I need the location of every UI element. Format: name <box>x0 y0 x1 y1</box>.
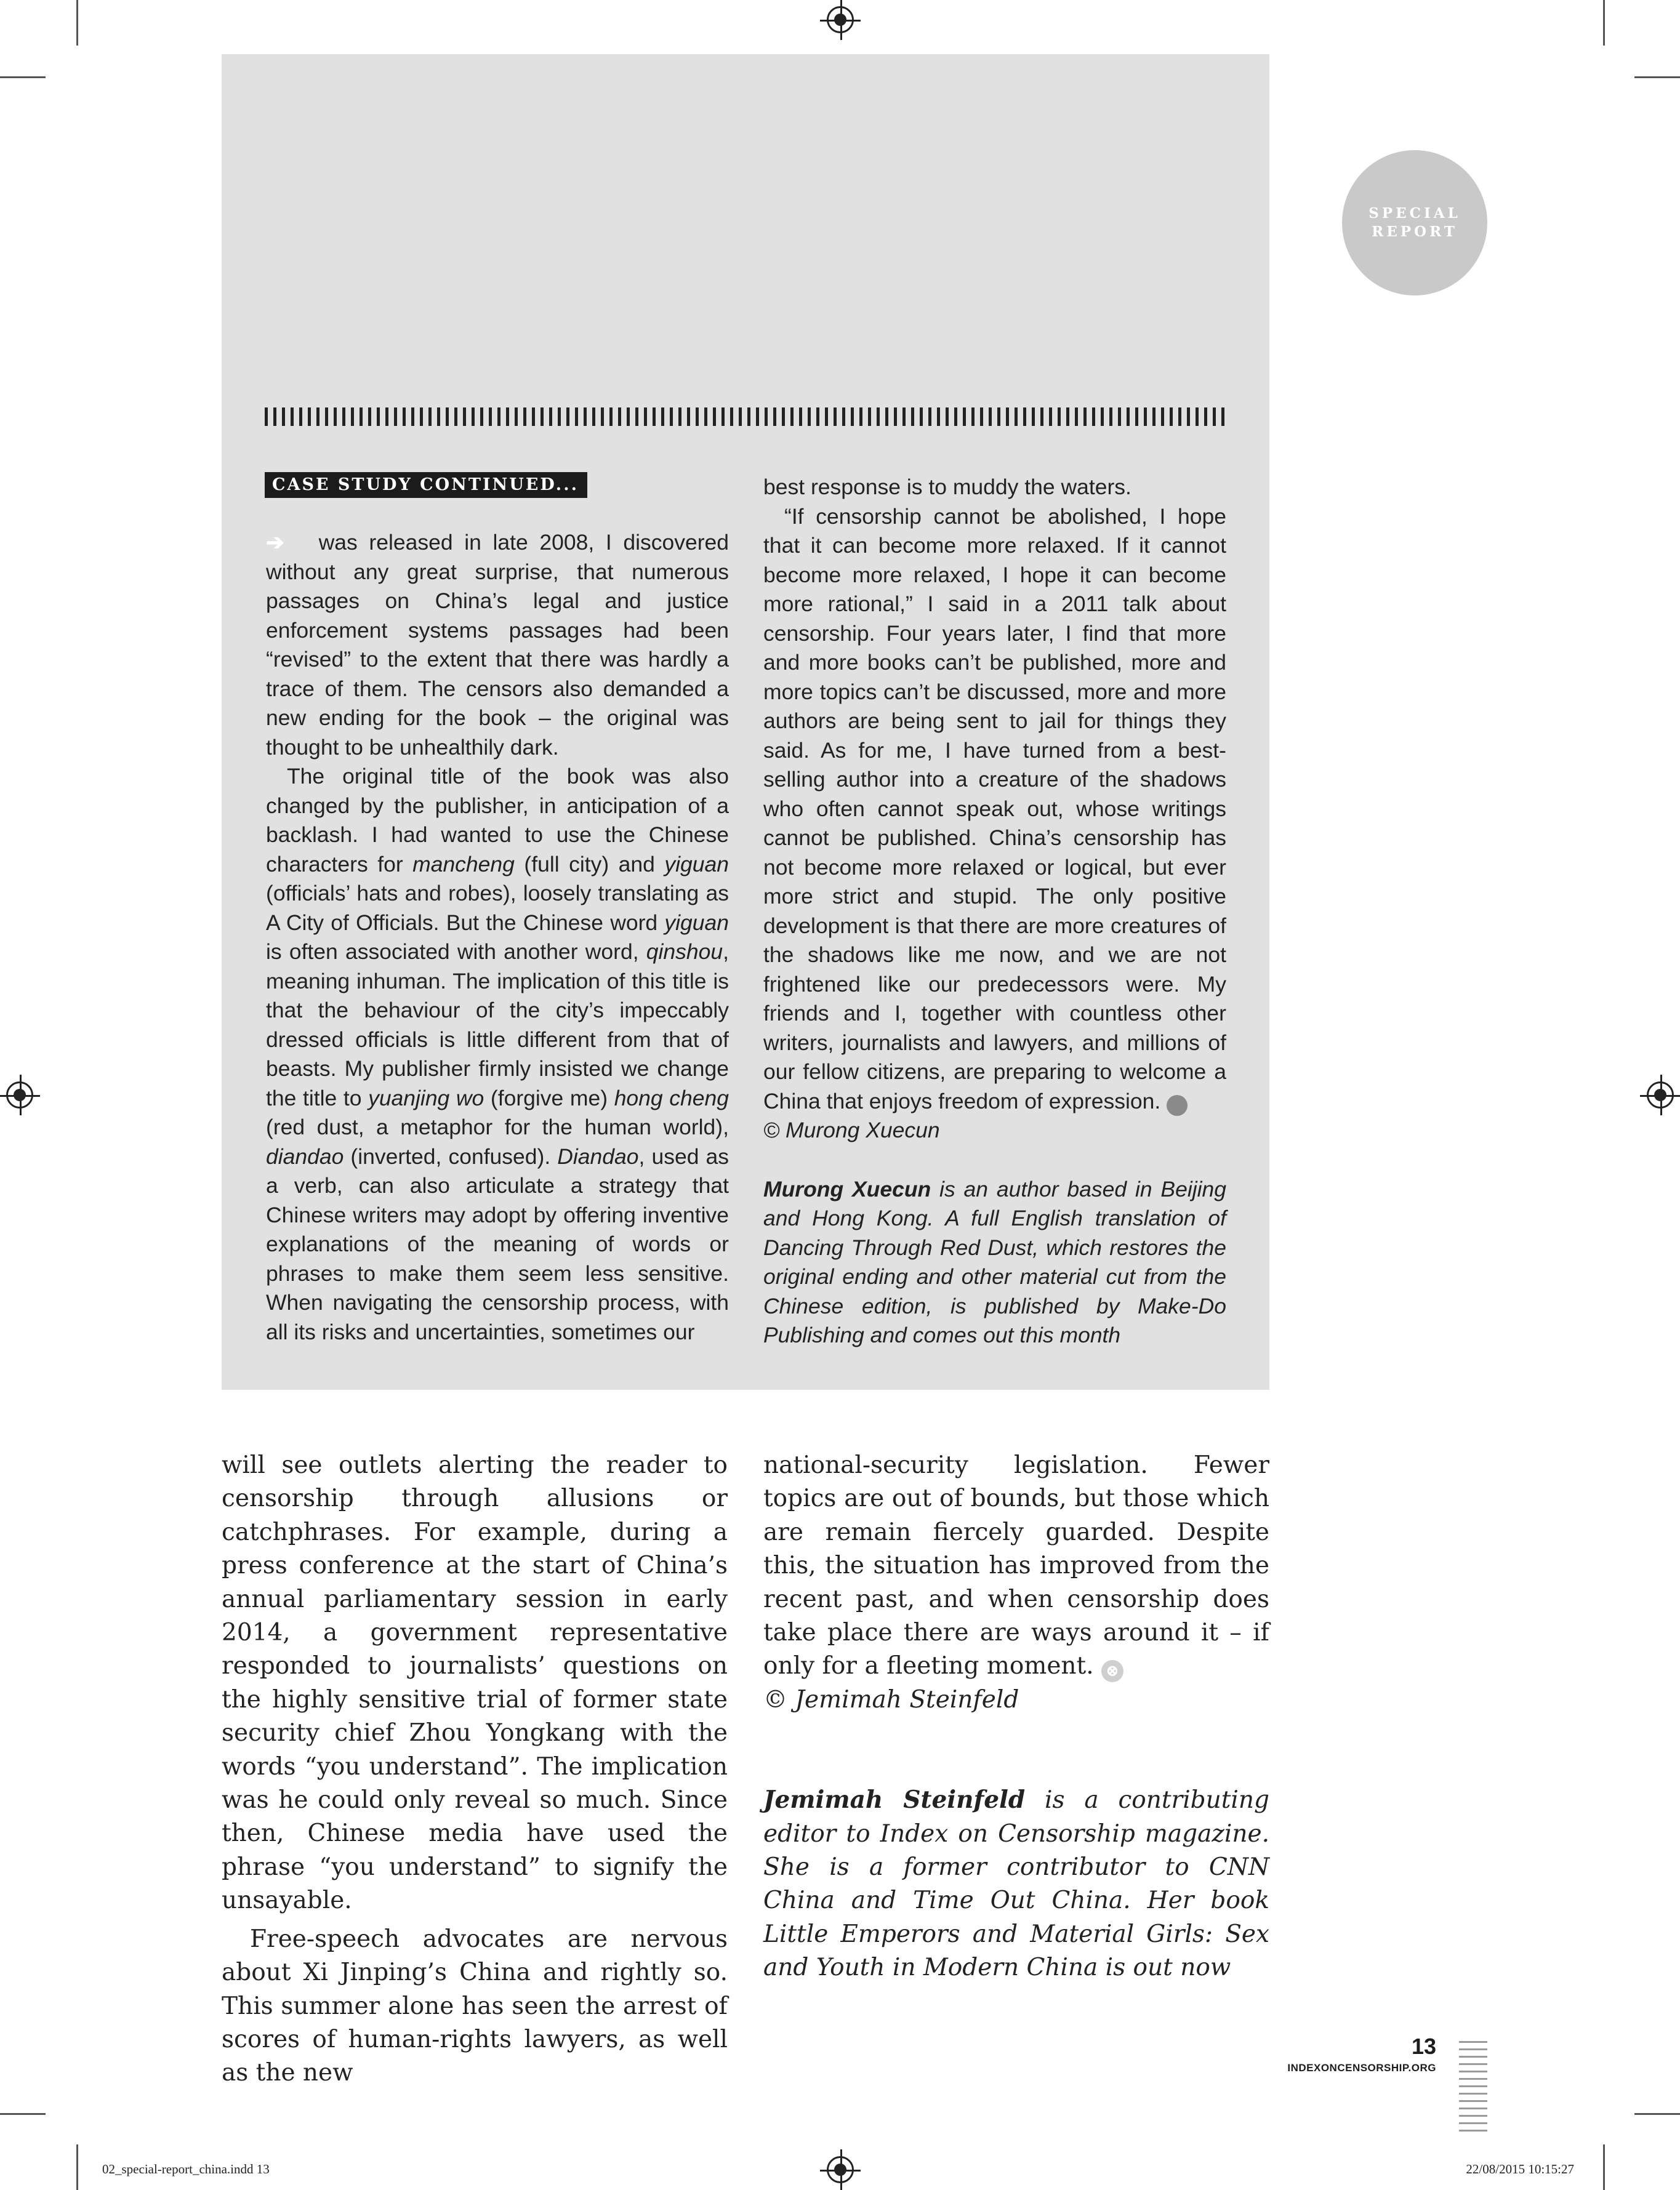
text-run: (officials’ hats and robes), loosely translating as A City of Officials. But the Chinese word <box>266 881 729 935</box>
case-study-paragraph: best response is to muddy the waters. <box>763 475 1131 499</box>
badge-line-1: SPECIAL <box>1369 205 1461 222</box>
crop-mark <box>1603 0 1605 46</box>
text-run: (red dust, a metaphor for the human world), <box>266 1115 729 1139</box>
text-run: diandao <box>266 1144 344 1169</box>
site-url: INDEXONCENSORSHIP.ORG <box>1287 2062 1436 2074</box>
text-run: yiguan <box>664 910 729 935</box>
case-study-right-column <box>763 473 1226 1350</box>
author-bio-text: is an author based in Beijing and Hong Kong. A full English translation of Dancing Through Red Dust, which restores the original ending and other material cut from the Chinese edition, is published by Make-Do Publishing and comes out this month <box>763 1176 1226 1347</box>
author-name: Jemimah Steinfeld <box>763 1786 1026 1815</box>
decorative-stripes <box>1459 2041 1487 2133</box>
special-report-badge <box>1342 150 1487 295</box>
case-study-paragraph <box>266 762 729 1347</box>
text-run: The original title of the book was also changed by the publisher, in anticipation of a backlash. I had wanted to use the Chinese characters for <box>266 764 729 876</box>
text-run: Diandao <box>557 1144 639 1169</box>
case-study-left-column <box>266 528 729 1347</box>
crop-mark <box>76 2144 78 2190</box>
case-study-copyright: © Murong Xuecun <box>763 1118 940 1142</box>
case-study-text: was released in late 2008, I discovered without any great surprise, that numerous passages on China’s legal and justice enforcement systems passages had been “revised” to the extent that there was hardly a trace of them. The censors also demanded a new ending for the book – the original was thought to be unhealthily dark. <box>266 530 729 760</box>
text-run: is often associated with another word, <box>266 939 646 964</box>
article-right-column <box>763 1449 1269 1985</box>
print-slug-file: 02_special-report_china.indd 13 <box>102 2162 270 2176</box>
crop-mark <box>1603 2144 1605 2190</box>
text-run: hong cheng <box>614 1085 729 1110</box>
case-study-paragraph <box>763 502 1226 1117</box>
article-left-column <box>222 1449 728 2090</box>
registration-mark-icon <box>6 1081 33 1109</box>
print-slug-timestamp: 22/08/2015 10:15:27 <box>1466 2162 1574 2176</box>
article-copyright: © Jemimah Steinfeld <box>763 1685 1019 1714</box>
registration-mark-icon <box>827 6 854 33</box>
article-paragraph: Free-speech advocates are nervous about Xi Jinping’s China and rightly so. This summer alone has seen the arrest of scores of human-rights lawyers, as well as the new <box>222 1925 728 2087</box>
crop-mark <box>76 0 78 46</box>
crop-mark <box>1634 76 1680 78</box>
author-name: Murong Xuecun <box>763 1176 931 1201</box>
crop-mark <box>1634 2113 1680 2115</box>
article-paragraph: will see outlets alerting the reader to censorship through allusions or catchphrases. For example, during a press conference at the start of China’s annual parliamentary session in early 2014, a government representative responded to journalists’ questions on the highly sensitive trial of former state security chief Zhou Yongkang with the words “you understand”. The implication was he could only reveal so much. Since then, Chinese media have used the phrase “you understand” to signify the unsayable. <box>222 1451 728 1915</box>
decorative-tick-rule <box>265 407 1225 426</box>
author-bio-text: is a contributing editor to Index on Censorship magazine. She is a former contributor to CNN China and Time Out China. Her book Little Emperors and Material Girls: Sex and Youth in Modern China is out now <box>763 1786 1269 1982</box>
registration-mark-icon <box>827 2156 854 2183</box>
case-study-label: CASE STUDY CONTINUED... <box>265 472 587 498</box>
text-run: (forgive me) <box>484 1085 614 1110</box>
text-run: yuanjing wo <box>368 1085 484 1110</box>
crop-mark <box>0 2113 46 2115</box>
author-bio <box>763 1783 1269 1984</box>
text-run: , meaning inhuman. The implication of this title is that the behaviour of the city’s impeccably dressed officials is little different from that of beasts. My publisher firmly insisted we change the title to <box>266 939 729 1110</box>
text-run: (inverted, confused). <box>344 1144 558 1169</box>
case-study-paragraph <box>266 528 729 762</box>
author-bio <box>763 1175 1226 1350</box>
badge-line-2: REPORT <box>1372 223 1458 240</box>
text-run: mancheng <box>412 851 515 876</box>
end-mark-icon: ⊗ <box>1167 1095 1188 1116</box>
registration-mark-icon <box>1647 1081 1674 1109</box>
text-run: “If censorship cannot be abolished, I hope that it can become more relaxed. If it cannot become more relaxed, I hope it can become more rational,” I said in a 2011 talk about censorship. Four years later, I find that more and more books can’t be published, more and more topics can’t be discussed, more and more authors are being sent to jail for things they said. As for me, I have turned from a best-selling author into a creature of the shadows who often cannot speak out, whose writings cannot be published. China’s censorship has not become more relaxed or logical, but ever more strict and stupid. The only positive development is that there are more creatures of the shadows like me now, and we are not frightened like our predecessors were. My friends and I, together with countless other writers, journalists and lawyers, and millions of our fellow citizens, are preparing to welcome a China that enjoys freedom of expression. <box>763 503 1226 1113</box>
arrow-right-icon: ➔ <box>266 530 284 555</box>
text-run: yiguan <box>664 851 729 876</box>
text-run: (full city) and <box>514 851 665 876</box>
text-run: qinshou <box>646 939 723 964</box>
article-paragraph <box>763 1449 1269 1683</box>
text-run: national-security legislation. Fewer topics are out of bounds, but those which are remain fiercely guarded. Despite this, the situation has improved from the recent past, and when censorship does take place there are ways around it – if only for a fleeting moment. <box>763 1451 1269 1680</box>
end-mark-icon: ⊗ <box>1101 1660 1123 1682</box>
text-run: , used as a verb, can also articulate a strategy that Chinese writers may adopt by offering inventive explanations of the meaning of words or phrases to make them seem less sensitive. When navigating the censorship process, with all its risks and uncertainties, sometimes our <box>266 1144 729 1344</box>
page-number: 13 <box>1411 2034 1436 2059</box>
crop-mark <box>0 76 46 78</box>
